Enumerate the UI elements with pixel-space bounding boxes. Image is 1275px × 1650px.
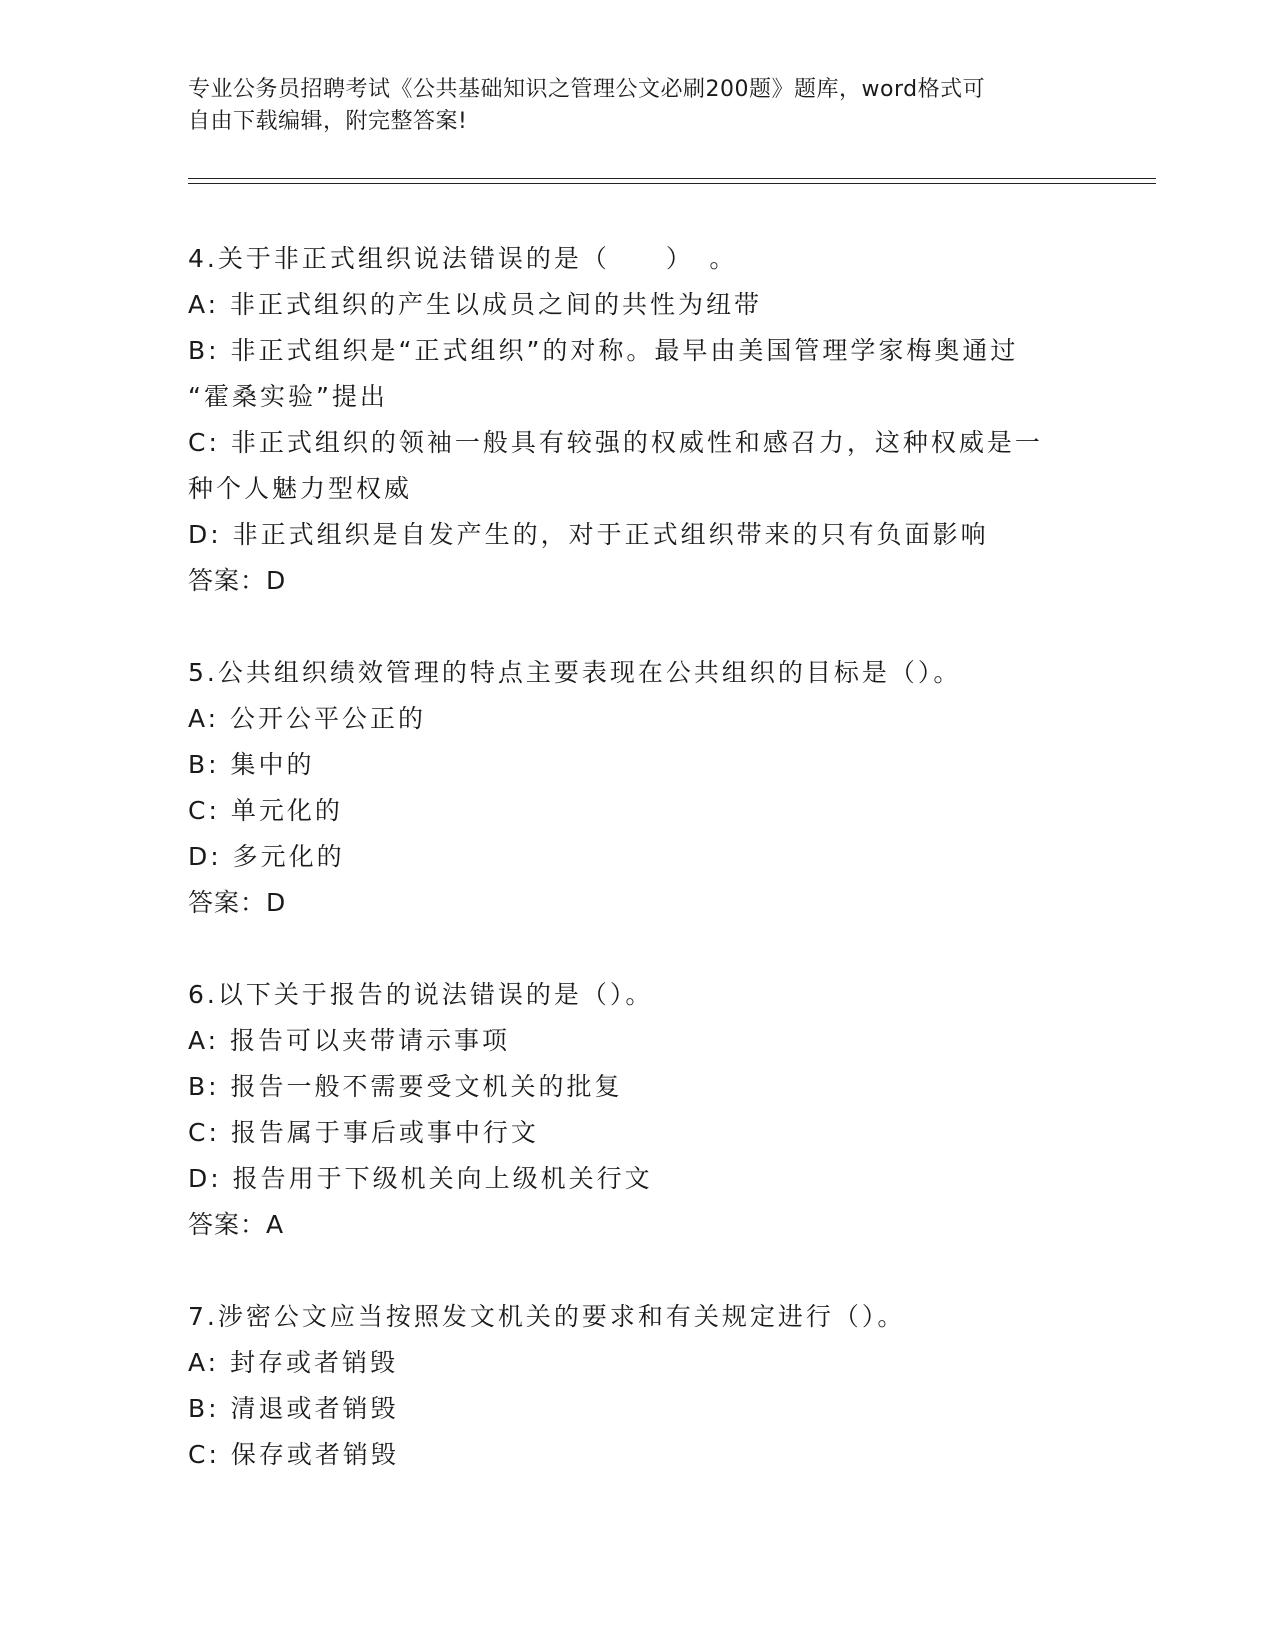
option-a: A: 报告可以夹带请示事项 [188, 1026, 511, 1055]
header-divider-top [188, 178, 1156, 179]
header-line-1: 专业公务员招聘考试《公共基础知识之管理公文必刷200题》题库，word格式可 [188, 77, 986, 102]
question-stem: 4.关于非正式组织说法错误的是（ ） 。 [188, 244, 738, 273]
question-4 [188, 236, 1088, 604]
option-a: A: 公开公平公正的 [188, 704, 427, 733]
option-c: C: 保存或者销毁 [188, 1440, 399, 1469]
option-b: B: 清退或者销毁 [188, 1394, 399, 1423]
option-b: B: 报告一般不需要受文机关的批复 [188, 1072, 623, 1101]
option-c-line-1: C: 非正式组织的领袖一般具有较强的权威性和感召力，这种权威是一 [188, 428, 1043, 457]
question-7 [188, 1294, 1088, 1478]
option-a: A: 非正式组织的产生以成员之间的共性为纽带 [188, 290, 763, 319]
option-c-line-2: 种个人魅力型权威 [188, 474, 413, 503]
option-d: D: 报告用于下级机关向上级机关行文 [188, 1164, 653, 1193]
option-b-line-2: “霍桑实验”提出 [188, 382, 388, 411]
question-stem: 7.涉密公文应当按照发文机关的要求和有关规定进行（）。 [188, 1302, 906, 1331]
question-list [188, 236, 1088, 1524]
question-stem: 6.以下关于报告的说法错误的是（）。 [188, 980, 654, 1009]
answer-label: 答案：A [188, 1210, 285, 1239]
answer-label: 答案：D [188, 566, 287, 595]
option-a: A: 封存或者销毁 [188, 1348, 399, 1377]
answer-label: 答案：D [188, 888, 287, 917]
option-d: D: 非正式组织是自发产生的，对于正式组织带来的只有负面影响 [188, 520, 989, 549]
header-divider-bottom [188, 183, 1156, 184]
option-c: C: 报告属于事后或事中行文 [188, 1118, 539, 1147]
header-line-2: 自由下载编辑，附完整答案! [188, 109, 468, 134]
option-b: B: 集中的 [188, 750, 315, 779]
option-c: C: 单元化的 [188, 796, 343, 825]
question-5 [188, 650, 1088, 926]
question-6 [188, 972, 1088, 1248]
question-stem: 5.公共组织绩效管理的特点主要表现在公共组织的目标是（）。 [188, 658, 962, 687]
option-d: D: 多元化的 [188, 842, 345, 871]
document-header [188, 74, 1068, 138]
option-b-line-1: B: 非正式组织是“正式组织”的对称。最早由美国管理学家梅奥通过 [188, 336, 1019, 365]
